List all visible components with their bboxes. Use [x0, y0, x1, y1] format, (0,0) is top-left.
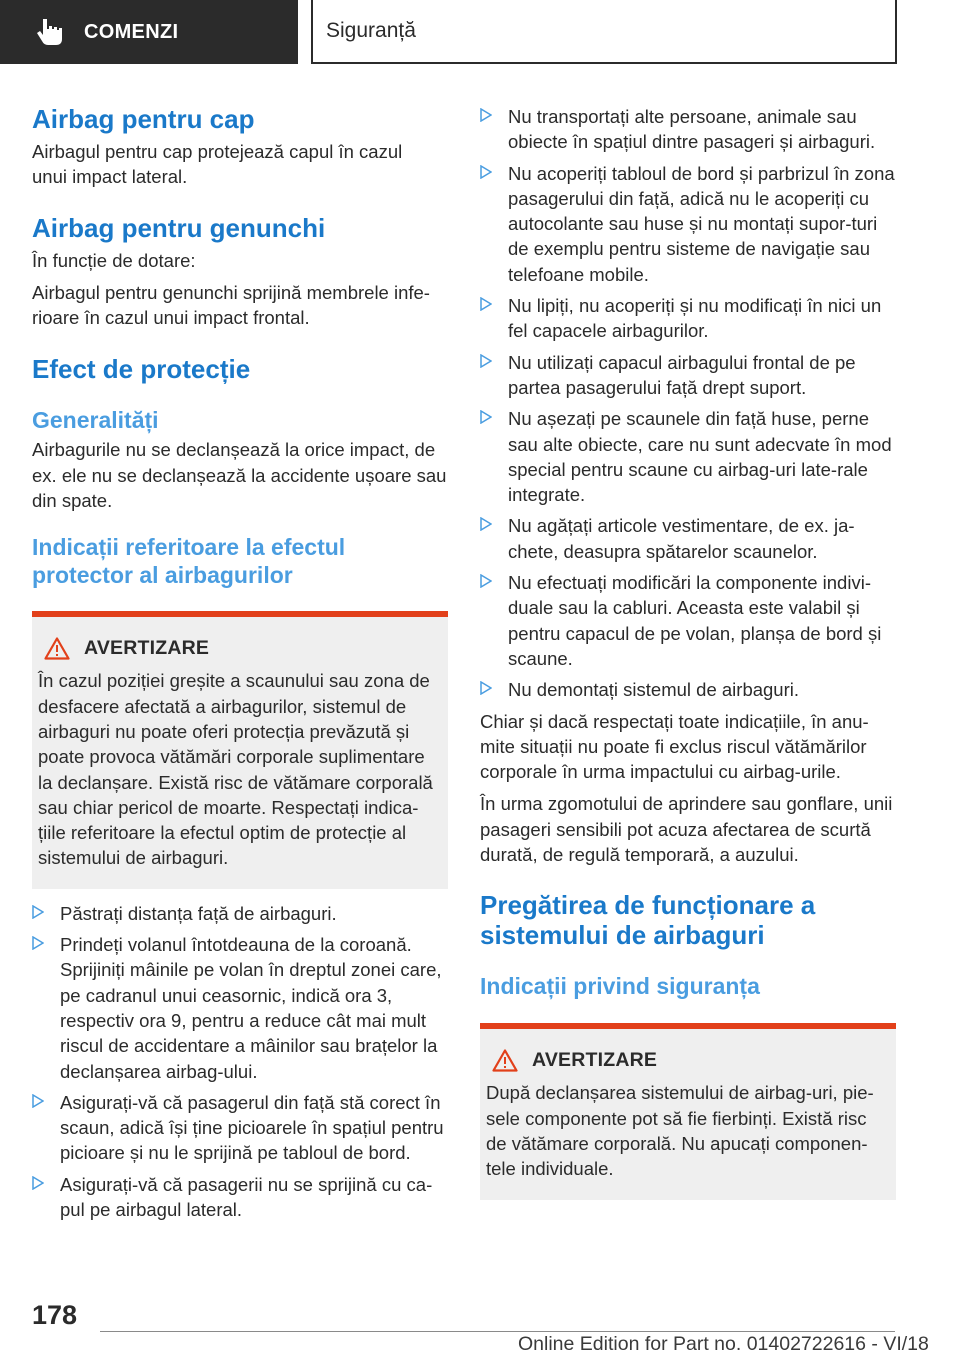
heading-airbag-cap: Airbag pentru cap [32, 104, 255, 134]
heading-indicatii-siguranta: Indicații privind siguranța [480, 973, 760, 1000]
list-item-text: Asigurați-vă că pasagerul din față stă corect în scaun, adică își ține picioarele în spațiul pentru picioare și nu le sprijină pe tabloul de bord. [60, 1091, 444, 1164]
list-item [480, 677, 896, 702]
section-tab-siguranta[interactable] [311, 0, 897, 64]
triangle-bullet-icon [480, 517, 492, 531]
list-item-text: Păstrați distanța față de airbaguri. [60, 902, 337, 924]
triangle-bullet-icon [32, 936, 44, 950]
list-item [480, 513, 896, 564]
list-item [480, 104, 896, 155]
footer-divider [100, 1331, 895, 1332]
list-item-text: Asigurați-vă că pasagerii nu se sprijină cu ca‐pul pe airbagul lateral. [60, 1173, 433, 1221]
triangle-bullet-icon [480, 297, 492, 311]
bullet-list-left [32, 901, 448, 1223]
warning-text: După declanșarea sistemului de airbag-uri, pie‐sele componente pot să fie fierbinți. Există risc de vătămare corporală. Nu apucați componen‐tele individuale. [486, 1082, 874, 1180]
triangle-bullet-icon [480, 574, 492, 588]
paragraph-zgomot: În urma zgomotului de aprindere sau gonflare, unii pasageri sensibili pot acuza afectarea de scurtă durată, de regulă temporară, a auzului. [480, 793, 893, 866]
heading-generalitati: Generalități [32, 407, 159, 434]
warning-title: AVERTIZARE [532, 1049, 658, 1072]
list-item-text: Nu transportați alte persoane, animale sau obiecte în spațiul dintre pasageri și airbaguri. [508, 106, 876, 153]
list-item-text: Nu acoperiți tabloul de bord și parbrizul în zona pasagerului din față, adică nu le acoperiți cu autocolante sau huse și nu montați supor‐turi de exemplu pentru sisteme de navigație sau telefoane mobile. [508, 162, 895, 285]
page-number: 178 [32, 1300, 78, 1330]
triangle-bullet-icon [32, 905, 44, 919]
paragraph-airbag-cap: Airbagul pentru cap protejează capul în cazul unui impact lateral. [32, 141, 403, 188]
list-item-text: Nu demontați sistemul de airbaguri. [508, 679, 800, 701]
bullet-list-right [480, 104, 896, 703]
warning-title: AVERTIZARE [84, 637, 210, 660]
warning-title-row [492, 1049, 888, 1072]
list-item [480, 293, 896, 344]
warning-triangle-icon [44, 637, 70, 660]
triangle-bullet-icon [480, 165, 492, 179]
list-item [480, 406, 896, 507]
list-item [32, 1172, 448, 1223]
left-column [32, 100, 448, 1228]
list-item [32, 1090, 448, 1166]
footer-edition: Online Edition for Part no. 01402722616 - VI/18 [518, 1333, 929, 1355]
warning-box-left [32, 611, 448, 888]
heading-indicatii-efect: Indicații referitoare la efectul protector al airbagurilor [32, 534, 346, 589]
section-tab-label: Siguranță [326, 19, 416, 42]
paragraph-chiar-daca: Chiar și dacă respectați toate indicațiile, în anu‐mite situații nu poate fi exclus riscul vătămărilor corporale în urma impactului cu airbag-urile. [480, 710, 869, 783]
warning-box-right [480, 1023, 896, 1199]
triangle-bullet-icon [32, 1094, 44, 1108]
triangle-bullet-icon [480, 410, 492, 424]
list-item-text: Nu utilizați capacul airbagului frontal de pe partea pasagerului față drept suport. [508, 351, 856, 398]
warning-text: În cazul poziției greșite a scaunului sau zona de desfacere afectată a airbagurilor, sistemul de airbaguri nu poate oferi protecția prevăzută și poate provoca vătămări corporale suplimentare la declanșare. Există risc de vătămare corporală sau chiar pericol de moarte. Respectați indica‐țiile referitoare la efectul optim de protecție al sistemului de airbaguri. [38, 670, 433, 869]
list-item-text: Prindeți volanul întotdeauna de la coroană. Sprijiniți mâinile pe volan în dreptul zonei care, pe cadranul unui ceasornic, indică ora 3, respectiv ora 9, pentru a reduce cât mai mult riscul de accidentare a mâinilor sau brațelor la declanșarea airbag-ului. [60, 934, 442, 1082]
list-item [32, 932, 448, 1084]
list-item [32, 901, 448, 926]
heading-airbag-genunchi: Airbag pentru genunchi [32, 212, 326, 243]
paragraph-generalitati: Airbagurile nu se declanșează la orice impact, de ex. ele nu se declanșează la accidente ușoare sau din spate. [32, 439, 447, 512]
list-item [480, 570, 896, 671]
chapter-tab-label: COMENZI [84, 20, 179, 43]
triangle-bullet-icon [32, 1176, 44, 1190]
triangle-bullet-icon [480, 108, 492, 122]
triangle-bullet-icon [480, 354, 492, 368]
list-item-text: Nu așezați pe scaunele din față huse, perne sau alte obiecte, care nu sunt adecvate în mod special pentru scaune cu airbag-uri late‐rale integrate. [508, 408, 892, 506]
paragraph-airbag-genunchi: Airbagul pentru genunchi sprijină membrele infe‐rioare în cazul unui impact frontal. [32, 281, 430, 329]
right-column [480, 104, 896, 1200]
chapter-tab-comenzi[interactable] [0, 0, 298, 64]
pointing-hand-icon [36, 17, 64, 47]
warning-triangle-icon [492, 1049, 518, 1072]
list-item-text: Nu efectuați modificări la componente indivi‐duale sau la cabluri. Aceasta este valabil și pentru capacul de pe volan, planșa de bord și scaune. [508, 572, 882, 669]
heading-efect-protectie: Efect de protecție [32, 354, 251, 385]
heading-pregatirea: Pregătirea de funcționare a sistemului de airbaguri [480, 890, 816, 951]
list-item-text: Nu agățați articole vestimentare, de ex. ja‐chete, deasupra spătarelor scaunelor. [508, 515, 855, 562]
paragraph-functie-dotare: În funcție de dotare: [32, 249, 196, 271]
list-item [480, 161, 896, 287]
warning-title-row [44, 637, 440, 660]
list-item [480, 350, 896, 401]
triangle-bullet-icon [480, 681, 492, 695]
list-item-text: Nu lipiți, nu acoperiți și nu modificați în nici un fel capacele airbagurilor. [508, 295, 882, 342]
page-header [0, 0, 960, 66]
